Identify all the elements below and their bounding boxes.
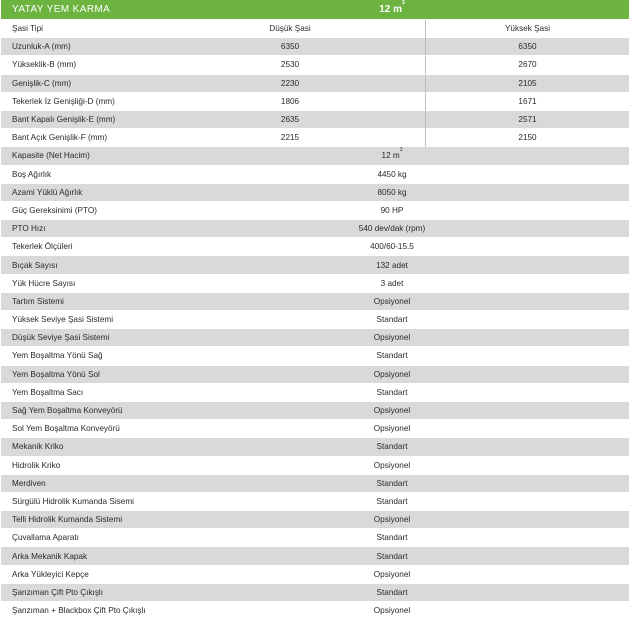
spec-row [1,202,629,220]
spec-table [1,0,629,620]
row-label: Şanzıman Çift Pto Çıkışlı [1,584,155,602]
spec-row [1,402,629,420]
dimension-row [1,75,629,93]
row-value: 90 HP [155,202,629,220]
row-label: Yem Boşaltma Sacı [1,384,155,402]
row-label: Sol Yem Boşaltma Konveyörü [1,420,155,438]
row-label: Yem Boşaltma Yönü Sol [1,366,155,384]
capacity-row [1,147,629,165]
dimension-row [1,56,629,74]
spec-row [1,184,629,202]
row-label: Yükseklik-B (mm) [1,56,155,74]
spec-row [1,547,629,565]
row-value: Opsiyonel [155,402,629,420]
row-label: Hidrolik Kriko [1,457,155,475]
row-label: Mekanik Kriko [1,438,155,456]
row-label: Yem Boşaltma Yönü Sağ [1,347,155,365]
spec-row [1,311,629,329]
row-value-low-chassis: 2230 [155,75,425,93]
dimension-row [1,38,629,56]
spec-row [1,347,629,365]
row-value: Standart [155,311,629,329]
spec-row [1,329,629,347]
header-capacity-unit-superscript: 3 [402,0,405,6]
spec-row [1,529,629,547]
row-label: Bant Açık Genişlik-F (mm) [1,129,155,147]
row-label: Merdiven [1,475,155,493]
product-title: YATAY YEM KARMA [1,0,155,20]
spec-row [1,475,629,493]
capacity-value: 12 m [381,151,400,161]
row-value: Standart [155,529,629,547]
spec-row [1,566,629,584]
spec-row [1,256,629,274]
column-header-row [1,20,629,38]
row-value: Opsiyonel [155,511,629,529]
row-value: 4450 kg [155,166,629,184]
row-label: Çuvallama Aparatı [1,529,155,547]
row-value-high-chassis: 2150 [425,129,629,147]
spec-row [1,602,629,620]
row-value-high-chassis: 6350 [425,38,629,56]
table-header-row [1,0,629,20]
row-value: Standart [155,584,629,602]
row-label: Yüksek Seviye Şasi Sistemi [1,311,155,329]
row-value: 540 dev/dak (rpm) [155,220,629,238]
row-label: Düşük Seviye Şasi Sistemi [1,329,155,347]
column-header-high-chassis: Yüksek Şasi [425,20,629,38]
row-value: Opsiyonel [155,602,629,620]
row-value-high-chassis: 1671 [425,93,629,111]
row-value: 8050 kg [155,184,629,202]
row-value: Standart [155,475,629,493]
spec-row [1,220,629,238]
dimension-row [1,93,629,111]
dimension-row [1,111,629,129]
row-value: Standart [155,384,629,402]
row-label: Şanzıman + Blackbox Çift Pto Çıkışlı [1,602,155,620]
row-value-low-chassis: 2635 [155,111,425,129]
row-label: Genişlik-C (mm) [1,75,155,93]
spec-row [1,238,629,256]
header-capacity-value: 12 m [379,4,403,15]
capacity-unit-superscript: 3 [399,147,403,154]
row-value: Opsiyonel [155,293,629,311]
row-value-high-chassis: 2670 [425,56,629,74]
row-label: Arka Mekanik Kapak [1,547,155,565]
row-value-low-chassis: 2215 [155,129,425,147]
row-value-low-chassis: 6350 [155,38,425,56]
row-label: Tartım Sistemi [1,293,155,311]
spec-row [1,420,629,438]
spec-row [1,293,629,311]
row-value [155,147,629,165]
row-value: Opsiyonel [155,457,629,475]
row-value: 132 adet [155,256,629,274]
row-label: Uzunluk-A (mm) [1,38,155,56]
row-label: Kapasite (Net Hacim) [1,147,155,165]
row-label: Tekerlek İz Genişliği-D (mm) [1,93,155,111]
dimension-row [1,129,629,147]
row-label: Sürgülü Hidrolik Kumanda Sisemi [1,493,155,511]
column-header-low-chassis: Düşük Şasi [155,20,425,38]
row-value-high-chassis: 2105 [425,75,629,93]
row-label: Telli Hidrolik Kumanda Sistemi [1,511,155,529]
spec-row [1,275,629,293]
row-label: Bıçak Sayısı [1,256,155,274]
row-value: Standart [155,493,629,511]
row-label: Azami Yüklü Ağırlık [1,184,155,202]
row-value-low-chassis: 1806 [155,93,425,111]
row-label: Güç Gereksinimi (PTO) [1,202,155,220]
row-label: PTO Hızı [1,220,155,238]
row-value-low-chassis: 2530 [155,56,425,74]
header-capacity [155,0,629,20]
row-label: Yük Hücre Sayısı [1,275,155,293]
row-label: Tekerlek Ölçüleri [1,238,155,256]
row-value: 400/60-15.5 [155,238,629,256]
spec-row [1,166,629,184]
spec-row [1,457,629,475]
row-label: Bant Kapalı Genişlik-E (mm) [1,111,155,129]
spec-row [1,438,629,456]
row-value-high-chassis: 2571 [425,111,629,129]
spec-table-body [1,0,629,620]
row-value: Opsiyonel [155,366,629,384]
row-value: Opsiyonel [155,566,629,584]
spec-row [1,493,629,511]
row-label: Boş Ağırlık [1,166,155,184]
spec-row [1,511,629,529]
row-value: Standart [155,547,629,565]
spec-row [1,584,629,602]
spec-row [1,384,629,402]
column-header-chassis-type: Şasi Tipi [1,20,155,38]
spec-sheet [1,0,629,620]
row-value: Standart [155,438,629,456]
row-value: Opsiyonel [155,420,629,438]
row-value: 3 adet [155,275,629,293]
spec-row [1,366,629,384]
row-label: Sağ Yem Boşaltma Konveyörü [1,402,155,420]
row-value: Standart [155,347,629,365]
row-label: Arka Yükleyici Kepçe [1,566,155,584]
row-value: Opsiyonel [155,329,629,347]
